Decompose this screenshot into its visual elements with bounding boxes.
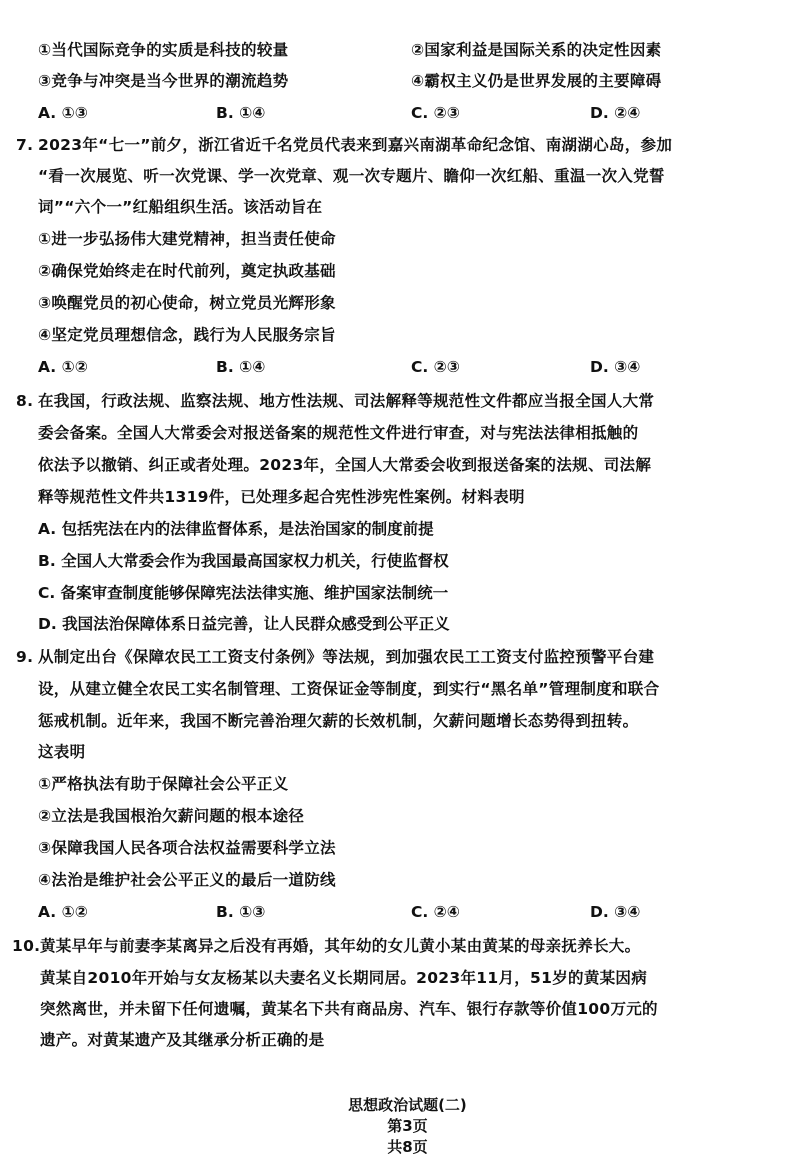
q6-option-b: B. ①④ [216, 104, 266, 122]
q6-item-3: ③竞争与冲突是当今世界的潮流趋势 [38, 72, 289, 90]
q8-stem-line-1: 在我国，行政法规、监察法规、地方性法规、司法解释等规范性文件都应当报全国人大常 [38, 392, 655, 410]
q7-stem-line-1: 2023年“七一”前夕，浙江省近千名党员代表来到嘉兴南湖革命纪念馆、南湖湖心岛，参加 [38, 136, 673, 154]
q8-number: 8. [16, 392, 34, 410]
q8-option-a: A. 包括宪法在内的法律监督体系，是法治国家的制度前提 [38, 520, 434, 538]
q8-option-c: C. 备案审查制度能够保障宪法法律实施、维护国家法制统一 [38, 584, 449, 602]
q7-option-c: C. ②③ [411, 358, 460, 376]
q7-item-2: ②确保党始终走在时代前列，奠定执政基础 [38, 262, 336, 280]
q7-option-a: A. ①② [38, 358, 88, 376]
q8-stem-line-4: 释等规范性文件共1319件，已处理多起合宪性涉宪性案例。材料表明 [38, 488, 525, 506]
q9-stem-line-1: 从制定出台《保障农民工工资支付条例》等法规，到加强农民工工资支付监控预警平台建 [38, 648, 655, 666]
q9-item-3: ③保障我国人民各项合法权益需要科学立法 [38, 839, 336, 857]
q8-option-d: D. 我国法治保障体系日益完善，让人民群众感受到公平正义 [38, 615, 450, 633]
q7-number: 7. [16, 136, 34, 154]
q6-option-d: D. ②④ [590, 104, 641, 122]
q9-stem-line-2: 设，从建立健全农民工实名制管理、工资保证金等制度，到实行“黑名单”管理制度和联合 [38, 680, 660, 698]
q10-stem-line-4: 遗产。对黄某遗产及其继承分析正确的是 [40, 1031, 325, 1049]
q6-item-4: ④霸权主义仍是世界发展的主要障碍 [411, 72, 662, 90]
q7-option-b: B. ①④ [216, 358, 266, 376]
page-footer [0, 1076, 794, 1175]
q7-item-3: ③唤醒党员的初心使命，树立党员光辉形象 [38, 294, 336, 312]
q9-stem-line-3: 惩戒机制。近年来，我国不断完善治理欠薪的长效机制，欠薪问题增长态势得到扭转。 [38, 712, 639, 730]
q9-number: 9. [16, 648, 34, 666]
q7-item-4: ④坚定党员理想信念，践行为人民服务宗旨 [38, 326, 336, 344]
q7-stem-line-2: “看一次展览、听一次党课、学一次党章、观一次专题片、瞻仰一次红船、重温一次入党誓 [38, 167, 665, 185]
q10-stem-line-2: 黄某自2010年开始与女友杨某以夫妻名义长期同居。2023年11月，51岁的黄某因病 [40, 969, 648, 987]
q9-item-4: ④法治是维护社会公平正义的最后一道防线 [38, 871, 336, 889]
q8-option-b: B. 全国人大常委会作为我国最高国家权力机关，行使监督权 [38, 552, 449, 570]
q9-option-d: D. ③④ [590, 903, 641, 921]
q9-option-b: B. ①③ [216, 903, 266, 921]
footer-page-number: 第3页 [387, 1117, 428, 1135]
footer-subject: 思想政治试题(二) [348, 1096, 467, 1114]
q10-stem-line-3: 突然离世，并未留下任何遗嘱，黄某名下共有商品房、汽车、银行存款等价值100万元的 [40, 1000, 658, 1018]
q6-item-2: ②国家利益是国际关系的决定性因素 [411, 41, 662, 59]
q7-stem-line-3: 词”“六个一”红船组织生活。该活动旨在 [38, 198, 323, 216]
q8-stem-line-2: 委会备案。全国人大常委会对报送备案的规范性文件进行审查，对与宪法法律相抵触的 [38, 424, 639, 442]
q9-stem-line-4: 这表明 [38, 743, 86, 761]
q9-item-2: ②立法是我国根治欠薪问题的根本途径 [38, 807, 305, 825]
q8-stem-line-3: 依法予以撤销、纠正或者处理。2023年，全国人大常委会收到报送备案的法规、司法解 [38, 456, 652, 474]
q6-item-1: ①当代国际竞争的实质是科技的较量 [38, 41, 289, 59]
q10-number: 10. [12, 937, 41, 955]
q7-item-1: ①进一步弘扬伟大建党精神，担当责任使命 [38, 230, 336, 248]
q9-option-c: C. ②④ [411, 903, 460, 921]
q9-item-1: ①严格执法有助于保障社会公平正义 [38, 775, 289, 793]
q6-option-a: A. ①③ [38, 104, 88, 122]
q10-stem-line-1: 黄某早年与前妻李某离异之后没有再婚，其年幼的女儿黄小某由黄某的母亲抚养长大。 [40, 937, 641, 955]
q9-option-a: A. ①② [38, 903, 88, 921]
footer-total-pages: 共8页 [387, 1138, 428, 1156]
q7-option-d: D. ③④ [590, 358, 641, 376]
q6-option-c: C. ②③ [411, 104, 460, 122]
